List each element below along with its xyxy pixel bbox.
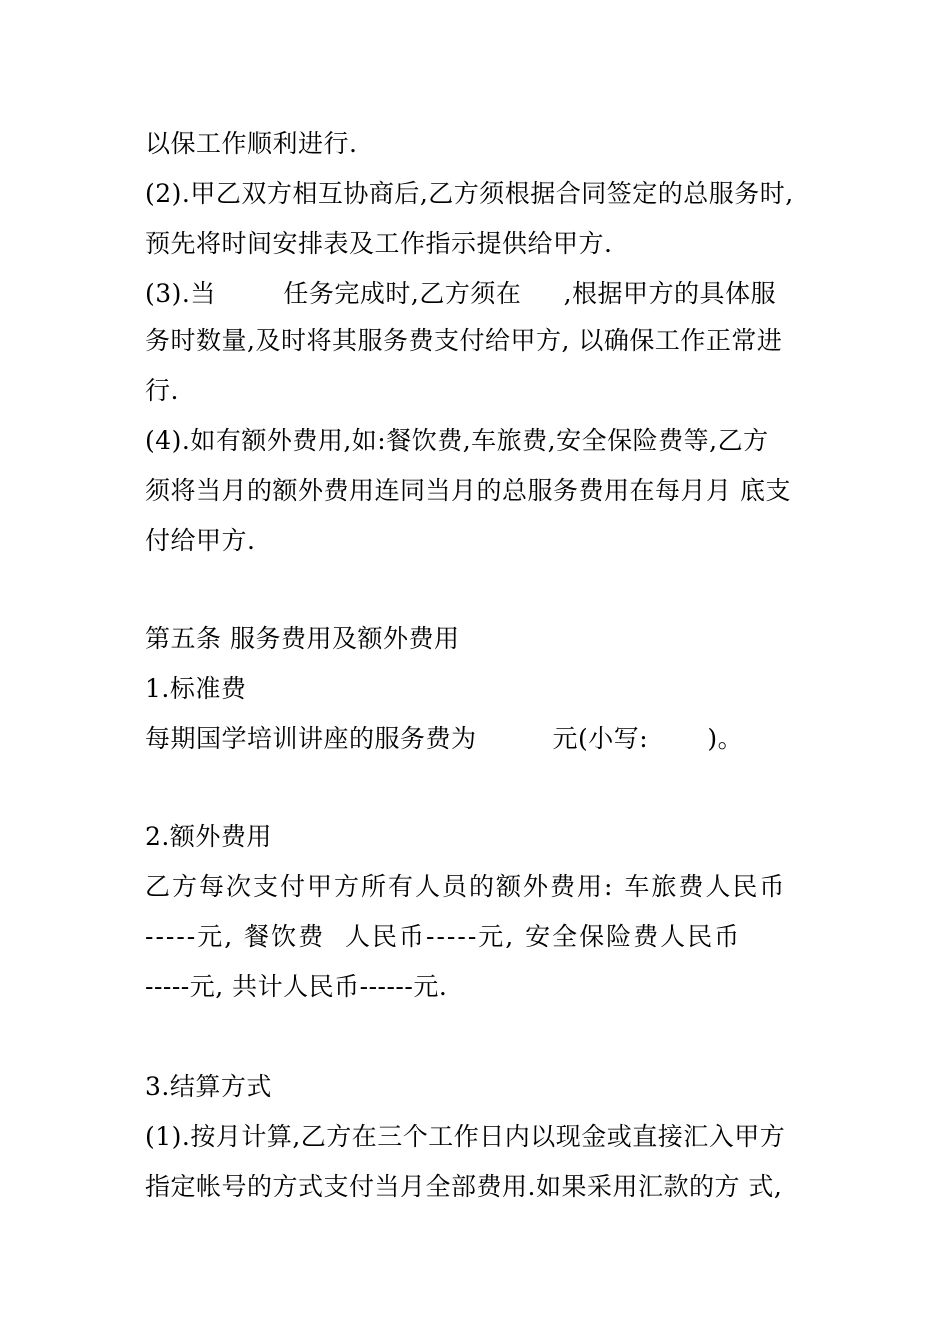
text-line: -----元, 共计人民币------元.	[145, 972, 448, 1001]
text-line: 指定帐号的方式支付当月全部费用.如果采用汇款的方 式,	[145, 1172, 783, 1201]
section-heading: 第五条 服务费用及额外费用	[145, 624, 460, 653]
text-line: (3).当 任务完成时,乙方须在 ,根据甲方的具体服	[145, 279, 777, 308]
text-line: 须将当月的额外费用连同当月的总服务费用在每月月 底支	[145, 476, 791, 505]
subsection-heading: 2.额外费用	[145, 822, 272, 851]
text-line: 以保工作顺利进行.	[145, 129, 358, 158]
text-line: (1).按月计算,乙方在三个工作日内以现金或直接汇入甲方	[145, 1122, 786, 1151]
text-line: 行.	[145, 376, 179, 405]
subsection-heading: 3.结算方式	[145, 1072, 272, 1101]
text-line: (4).如有额外费用,如:餐饮费,车旅费,安全保险费等,乙方	[145, 426, 769, 455]
text-line: (2).甲乙双方相互协商后,乙方须根据合同签定的总服务时,	[145, 179, 794, 208]
text-line: 付给甲方.	[145, 526, 256, 555]
text-line: 每期国学培训讲座的服务费为 元(小写: )。	[145, 724, 744, 753]
text-line: -----元, 餐饮费 人民币-----元, 安全保险费人民币	[145, 922, 742, 951]
subsection-heading: 1.标准费	[145, 674, 247, 703]
text-line: 务时数量,及时将其服务费支付给甲方, 以确保工作正常进	[145, 326, 783, 355]
text-line: 预先将时间安排表及工作指示提供给甲方.	[145, 229, 613, 258]
text-line: 乙方每次支付甲方所有人员的额外费用: 车旅费人民币	[145, 872, 787, 901]
